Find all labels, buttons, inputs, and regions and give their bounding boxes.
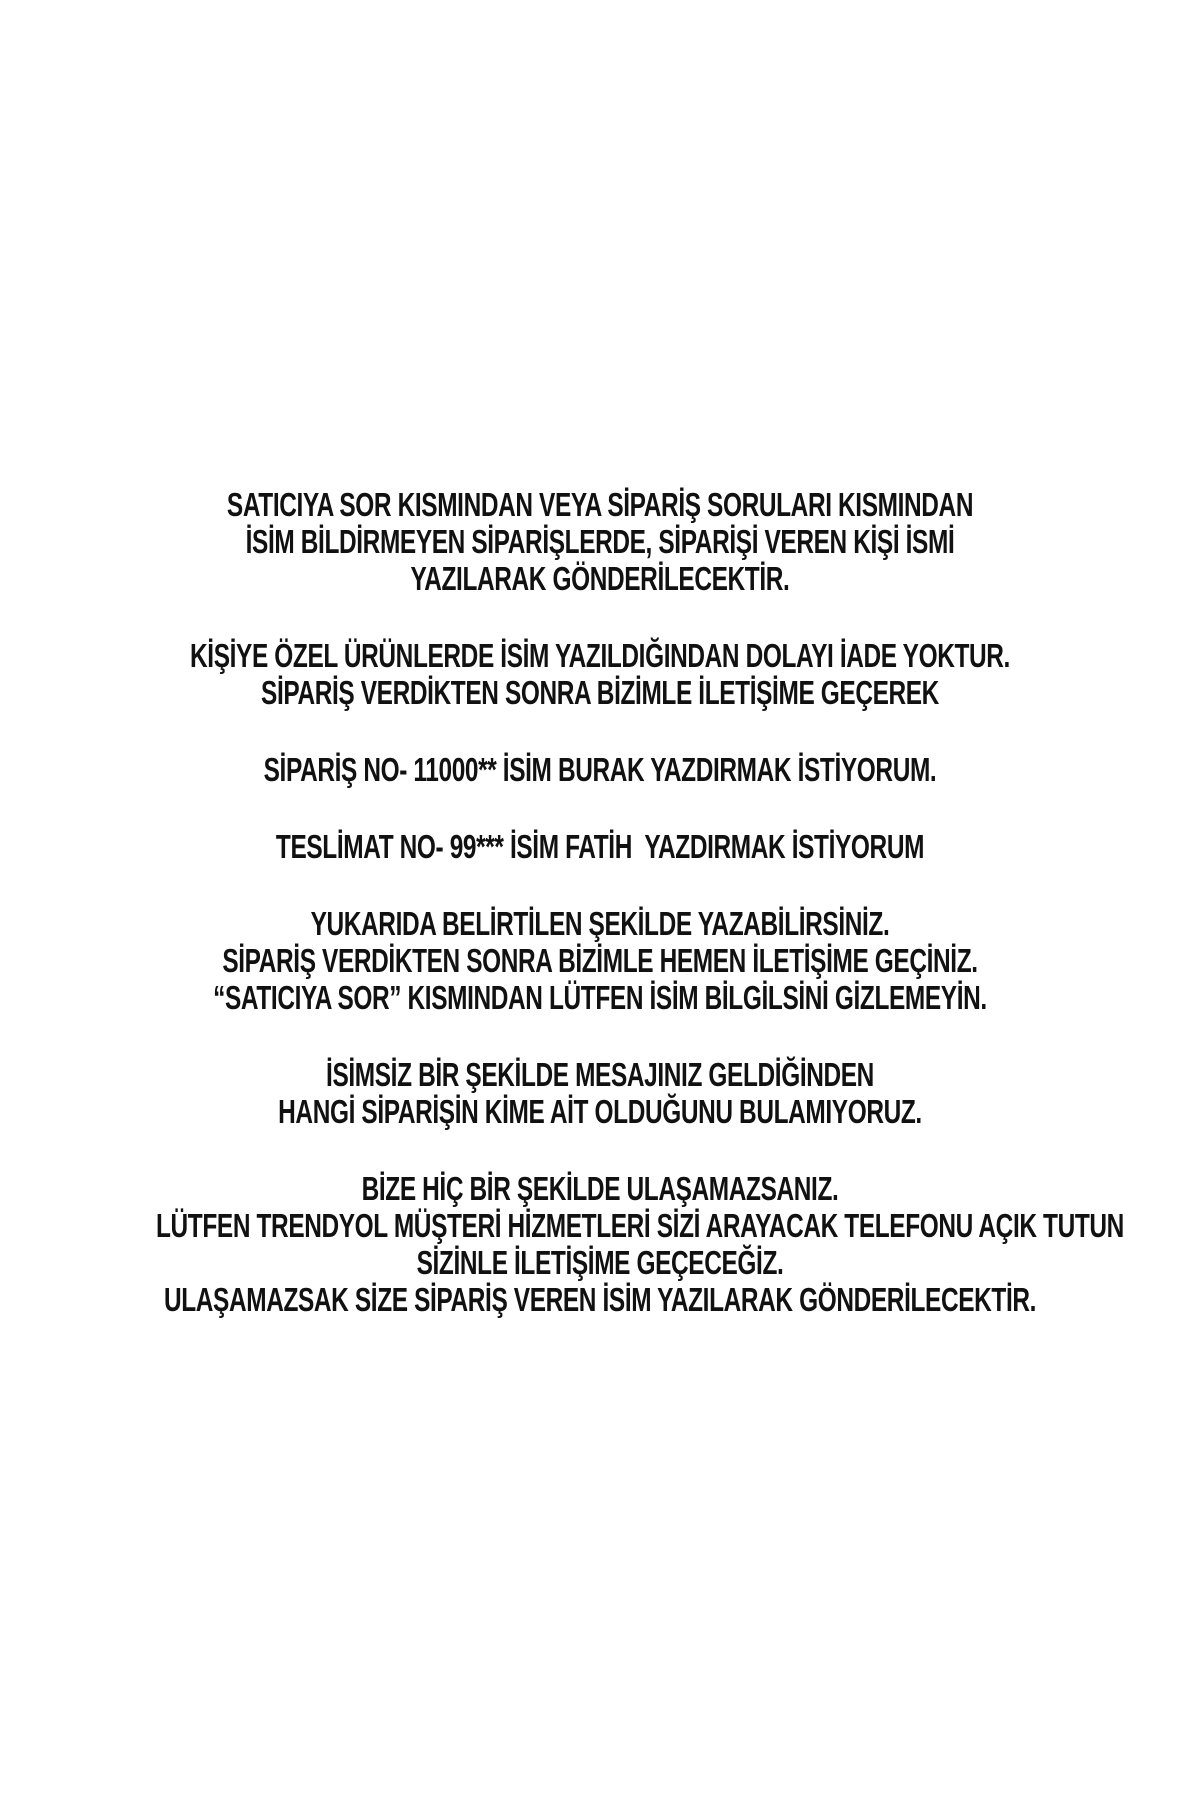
paragraph-order-example (0, 751, 1200, 788)
notice-line: TESLİMAT NO- 99*** İSİM FATİH YAZDIRMAK İSTİYORUM (275, 828, 925, 865)
notice-line: KİŞİYE ÖZEL ÜRÜNLERDE İSİM YAZILDIĞINDAN DOLAYI İADE YOKTUR. (190, 637, 1010, 674)
paragraph-fallback (0, 1170, 1200, 1318)
paragraph-delivery-example (0, 828, 1200, 865)
paragraph-no-return (0, 637, 1200, 711)
notice-line: LÜTFEN TRENDYOL MÜŞTERİ HİZMETLERİ SİZİ ARAYACAK TELEFONU AÇIK TUTUN (156, 1207, 1124, 1244)
notice-line: İSİMSİZ BİR ŞEKİLDE MESAJINIZ GELDİĞİNDEN (326, 1056, 874, 1093)
notice-line: BİZE HİÇ BİR ŞEKİLDE ULAŞAMAZSANIZ. (361, 1170, 839, 1207)
notice-line: SİPARİŞ VERDİKTEN SONRA BİZİMLE HEMEN İLETİŞİME GEÇİNİZ. (222, 942, 978, 979)
notice-text-block (0, 486, 1200, 1318)
notice-line: YUKARIDA BELİRTİLEN ŞEKİLDE YAZABİLİRSİNİZ. (310, 905, 890, 942)
notice-line: SİZİNLE İLETİŞİME GEÇECEĞİZ. (416, 1244, 784, 1281)
notice-line: SİPARİŞ NO- 11000** İSİM BURAK YAZDIRMAK İSTİYORUM. (263, 751, 937, 788)
notice-line: SİPARİŞ VERDİKTEN SONRA BİZİMLE İLETİŞİME GEÇEREK (261, 674, 939, 711)
notice-line: HANGİ SİPARİŞİN KİME AİT OLDUĞUNU BULAMIYORUZ. (278, 1093, 922, 1130)
notice-line: “SATICIYA SOR” KISMINDAN LÜTFEN İSİM BİLGİLSİNİ GİZLEMEYİN. (213, 979, 987, 1016)
notice-line: YAZILARAK GÖNDERİLECEKTİR. (410, 560, 790, 597)
paragraph-contact-instructions (0, 905, 1200, 1016)
notice-line: SATICIYA SOR KISMINDAN VEYA SİPARİŞ SORULARI KISMINDAN (226, 486, 974, 523)
notice-line: ULAŞAMAZSAK SİZE SİPARİŞ VEREN İSİM YAZILARAK GÖNDERİLECEKTİR. (163, 1281, 1037, 1318)
paragraph-unnamed-message (0, 1056, 1200, 1130)
notice-line: İSİM BİLDİRMEYEN SİPARİŞLERDE, SİPARİŞİ VEREN KİŞİ İSMİ (245, 523, 955, 560)
paragraph-name-requirement (0, 486, 1200, 597)
